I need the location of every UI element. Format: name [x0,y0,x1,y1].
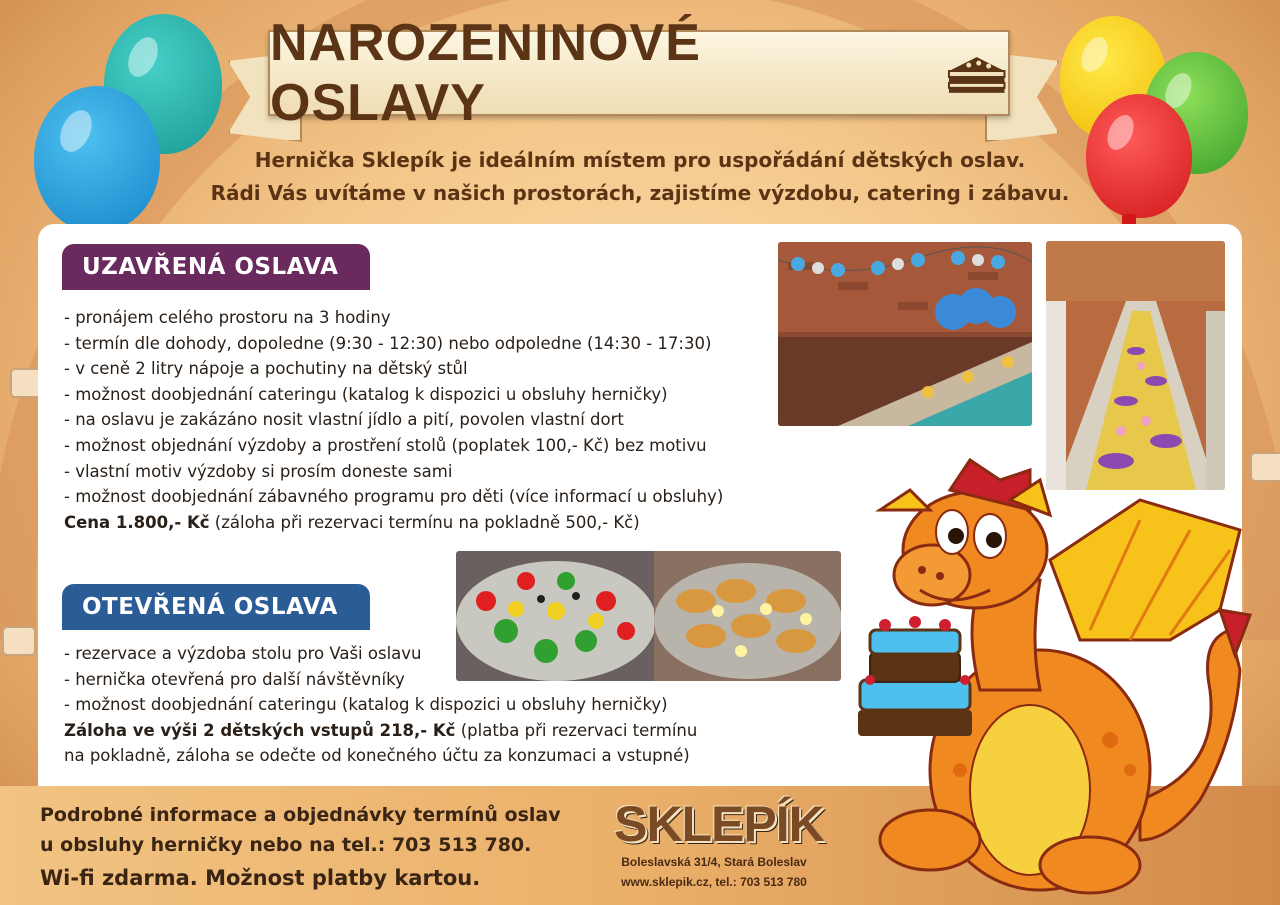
price-amount: Cena 1.800,- Kč [64,512,210,532]
footer-line: Podrobné informace a objednávky termínů oslav [40,804,561,826]
logo-address: Boleslavská 31/4, Stará Boleslav [621,855,807,869]
list-item: - vlastní motiv výzdoby si prosím doneste sami [64,461,453,481]
open-party-list [64,641,697,769]
cake-icon [945,51,1008,95]
intro-line: Rádi Vás uvítáme v našich prostorách, zajistíme výzdobu, catering i zábavu. [210,181,1070,205]
page-title: NAROZENINOVÉ OSLAVY [270,14,701,132]
sklepik-logo [614,796,824,892]
list-item: - možnost doobjednání cateringu (katalog k dispozici u obsluhy herničky) [64,384,668,404]
closed-party-list [64,305,723,535]
logo-contact: www.sklepik.cz, tel.: 703 513 780 [621,875,807,889]
footer-text [40,800,561,896]
intro-line: Hernička Sklepík je ideálním místem pro uspořádání dětských oslav. [254,148,1026,172]
deposit-note: (platba při rezervaci termínu [455,720,698,740]
title-banner [268,14,1010,132]
price-line [64,510,723,536]
intro-text [150,144,1130,210]
footer-line: Wi-fi zdarma. Možnost platby kartou. [40,866,481,890]
footer-line: u obsluhy herničky nebo na tel.: 703 513 780. [40,834,532,856]
list-item: - na oslavu je zakázáno nosit vlastní jídlo a pití, povolen vlastní dort [64,410,624,430]
deposit-amount: Záloha ve výši 2 dětských vstupů 218,- Kč [64,720,456,740]
list-item: - termín dle dohody, dopoledne (9:30 - 12:30) nebo odpoledne (14:30 - 17:30) [64,333,712,353]
open-party-heading: OTEVŘENÁ OSLAVA [62,584,370,630]
logo-wordmark: SKLEPÍK [614,796,824,852]
closed-party-heading: UZAVŘENÁ OSLAVA [62,244,370,290]
list-item: - možnost doobjednání cateringu (katalog k dispozici u obsluhy herničky) [64,695,668,715]
wall-stone [2,626,36,656]
list-item: - možnost doobjednání zábavného programu pro děti (více informací u obsluhy) [64,487,724,507]
list-item: - hernička otevřená pro další návštěvníky [64,669,405,689]
deposit-line-2: na pokladně, záloha se odečte od konečného účtu za konzumaci a vstupné) [64,746,690,766]
list-item: - pronájem celého prostoru na 3 hodiny [64,308,391,327]
deposit-line [64,718,697,744]
list-item: - v ceně 2 litry nápoje a pochutiny na dětský stůl [64,359,468,379]
list-item: - rezervace a výzdoba stolu pro Vaši oslavu [64,644,422,663]
price-note: (záloha při rezervaci termínu na pokladně 500,- Kč) [209,512,640,532]
party-room-photo [778,242,1032,426]
balloon-blue [34,86,160,232]
dragon-illustration [840,440,1260,900]
list-item: - možnost objednání výzdoby a prostření stolů (poplatek 100,- Kč) bez motivu [64,435,707,455]
